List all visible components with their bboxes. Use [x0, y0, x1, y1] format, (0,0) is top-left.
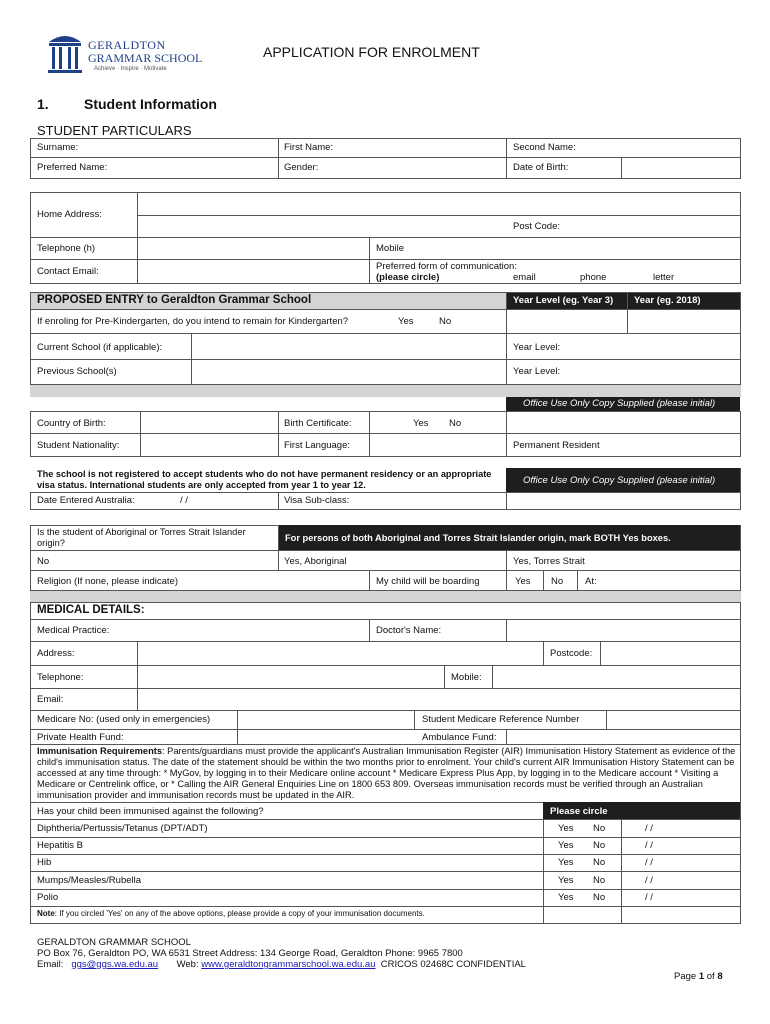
imm-row-date[interactable]: / / [645, 892, 653, 903]
birth-cert-yes-option[interactable]: Yes [413, 418, 429, 429]
birth-cert-no-option[interactable]: No [449, 418, 462, 429]
dob-label: Date of Birth: [513, 162, 569, 173]
imm-row-no[interactable]: No [593, 840, 606, 851]
kinder-no-option[interactable]: No [439, 316, 452, 327]
imm-row-no[interactable]: No [593, 857, 606, 868]
comm-email-option[interactable]: email [513, 272, 536, 283]
second-name-field[interactable] [585, 139, 739, 156]
imm-row-no[interactable]: No [593, 823, 606, 834]
telephone-h-label: Telephone (h) [37, 243, 96, 254]
atsi-question: Is the student of Aboriginal or Torres Strait Islander origin? [37, 527, 246, 548]
medical-mobile-field[interactable] [494, 666, 739, 687]
religion-label: Religion (If none, please indicate) [37, 576, 179, 587]
page-title: APPLICATION FOR ENROLMENT [263, 44, 480, 60]
imm-row-date[interactable]: / / [645, 857, 653, 868]
logo-line2: GRAMMAR SCHOOL [88, 51, 203, 65]
imm-row-date[interactable]: / / [645, 840, 653, 851]
imm-row-name: Hepatitis B [37, 840, 83, 851]
imm-row-name: Hib [37, 857, 52, 868]
section-title: Student Information [84, 96, 217, 112]
nationality-field[interactable] [142, 434, 277, 455]
birth-certificate-label: Birth Certificate: [284, 418, 352, 429]
medical-email-label: Email: [37, 694, 64, 705]
year-heading: Year (eg. 2018) [634, 295, 701, 306]
proposed-entry-heading: PROPOSED ENTRY to Geraldton Grammar School [37, 294, 312, 306]
religion-field[interactable] [215, 571, 368, 589]
medical-mobile-label: Mobile: [451, 672, 482, 683]
office-use-label-1: Office Use Only Copy Supplied (please initial) [523, 398, 716, 409]
please-circle-label: (please circle) [376, 272, 440, 283]
logo-line1: GERALDTON [88, 38, 166, 52]
medical-postcode-label: Postcode: [550, 648, 593, 659]
boarding-no-option[interactable]: No [551, 576, 564, 587]
imm-row-yes[interactable]: Yes [558, 857, 574, 868]
doctor-name-label: Doctor's Name: [376, 625, 442, 636]
previous-school-field[interactable] [193, 360, 505, 383]
office-use-label-2: Office Use Only Copy Supplied (please initial) [523, 475, 716, 486]
page-of: of [704, 971, 718, 982]
telephone-h-field[interactable] [139, 238, 368, 258]
kinder-question: If enroling for Pre-Kindergarten, do you intend to remain for Kindergarten? [37, 316, 349, 327]
contact-email-field[interactable] [139, 260, 368, 282]
school-logo [46, 30, 206, 78]
footer-web-link[interactable]: www.geraldtongrammarschool.wa.edu.au [201, 959, 376, 970]
first-language-field[interactable] [371, 434, 505, 455]
permanent-resident-label: Permanent Resident [513, 440, 600, 451]
imm-row-no[interactable]: No [593, 875, 606, 886]
medical-telephone-label: Telephone: [37, 672, 84, 683]
post-code-label: Post Code: [513, 221, 560, 232]
surname-field[interactable] [90, 139, 276, 156]
medical-band-gray [30, 591, 741, 602]
footer-cricos: CRICOS 02468C CONFIDENTIAL [380, 959, 526, 970]
visa-subclass-field[interactable] [360, 493, 505, 509]
year-level-field[interactable] [508, 310, 626, 332]
medical-practice-field[interactable] [120, 620, 368, 640]
current-school-label: Current School (if applicable): [37, 342, 163, 353]
pref-comm-label: Preferred form of communication: [376, 261, 517, 272]
ambulance-fund-field[interactable] [508, 730, 739, 743]
preferred-name-field[interactable] [118, 158, 276, 177]
section-number: 1. [37, 96, 49, 112]
footer-email-label: Email: [37, 959, 64, 970]
medical-address-label: Address: [37, 648, 75, 659]
date-entered-label: Date Entered Australia: [37, 495, 135, 506]
boarding-at-label: At: [585, 576, 597, 587]
kinder-yes-option[interactable]: Yes [398, 316, 414, 327]
second-name-label: Second Name: [513, 142, 576, 153]
previous-school-label: Previous School(s) [37, 366, 117, 377]
date-entered-field[interactable]: / / [180, 495, 188, 506]
ambulance-fund-label: Ambulance Fund: [422, 732, 497, 743]
footer-email-link[interactable]: ggs@ggs.wa.edu.au [71, 959, 159, 970]
imm-row-no[interactable]: No [593, 892, 606, 903]
boarding-at-field[interactable] [603, 571, 739, 589]
birth-cert-initial-field[interactable] [508, 412, 739, 432]
imm-row-name: Diphtheria/Pertussis/Tetanus (DPT/ADT) [37, 823, 208, 834]
dob-field[interactable] [623, 158, 739, 177]
medical-practice-label: Medical Practice: [37, 625, 110, 636]
doctor-name-field[interactable] [508, 620, 739, 640]
private-health-label: Private Health Fund: [37, 732, 124, 743]
particulars-heading: STUDENT PARTICULARS [37, 123, 192, 138]
immunisation-req-label: Immunisation Requirements [37, 746, 163, 756]
surname-label: Surname: [37, 142, 79, 153]
home-address-label: Home Address: [37, 209, 102, 220]
imm-row-yes[interactable]: Yes [558, 840, 574, 851]
residency-notice: The school is not registered to accept students who do not have permanent residency or an appropriate visa status. International students are only accepted from year 1 to year 12. [37, 469, 492, 490]
office-use-band-gray [30, 385, 741, 397]
visa-initial-field[interactable] [508, 493, 739, 509]
current-year-level-label: Year Level: [513, 342, 561, 353]
mobile-label: Mobile [376, 243, 404, 254]
medicare-no-label: Medicare No: (used only in emergencies) [37, 714, 211, 725]
imm-row-yes[interactable]: Yes [558, 823, 574, 834]
page-total: 8 [717, 971, 723, 982]
medical-heading: MEDICAL DETAILS: [37, 604, 145, 616]
gender-field[interactable] [325, 158, 504, 177]
medical-email-field[interactable] [139, 689, 739, 709]
medical-postcode-field[interactable] [602, 642, 739, 664]
immunisation-requirements [37, 746, 737, 801]
contact-email-label: Contact Email: [37, 266, 99, 277]
footer-address: PO Box 76, Geraldton PO, WA 6531 Street Address: 134 George Road, Geraldton Phone: 9965 7800 [37, 948, 463, 959]
current-year-level-field[interactable] [570, 334, 739, 358]
page-label: Page [674, 971, 699, 982]
previous-year-level-field[interactable] [570, 360, 739, 383]
page-current: 1 [698, 971, 705, 982]
atsi-no-option[interactable]: No [37, 556, 50, 567]
temple-crest-icon [46, 30, 84, 76]
imm-row-name: Polio [37, 892, 59, 903]
logo-tagline: Achieve · Inspire · Motivate [94, 66, 167, 72]
medical-address-field[interactable] [139, 642, 542, 664]
note-text: : If you circled 'Yes' on any of the above options, please provide a copy of your immunisation documents. [54, 909, 425, 918]
footer-contact [37, 959, 526, 970]
previous-year-level-label: Year Level: [513, 366, 561, 377]
immunisation-note [37, 909, 425, 918]
note-label: Note [37, 909, 55, 918]
first-name-label: First Name: [284, 142, 334, 153]
nationality-label: Student Nationality: [37, 440, 120, 451]
imm-row-date[interactable]: / / [645, 823, 653, 834]
student-medicare-ref-field[interactable] [608, 711, 739, 728]
country-of-birth-field[interactable] [142, 412, 277, 432]
preferred-name-label: Preferred Name: [37, 162, 108, 173]
imm-row-yes[interactable]: Yes [558, 892, 574, 903]
imm-row-name: Mumps/Measles/Rubella [37, 875, 142, 886]
footer-school: GERALDTON GRAMMAR SCHOOL [37, 937, 191, 948]
first-language-label: First Language: [284, 440, 351, 451]
current-school-field[interactable] [193, 334, 505, 358]
mobile-field[interactable] [410, 238, 739, 258]
medical-telephone-field[interactable] [139, 666, 443, 687]
country-of-birth-label: Country of Birth: [37, 418, 106, 429]
page-number [674, 971, 723, 982]
imm-row-date[interactable]: / / [645, 875, 653, 886]
comm-phone-option[interactable]: phone [580, 272, 607, 283]
student-medicare-ref-label: Student Medicare Reference Number [422, 714, 580, 725]
atsi-yes-aboriginal-option[interactable]: Yes, Aboriginal [284, 556, 347, 567]
immunisation-req-text: : Parents/guardians must provide the applicant's Australian Immunisation Register (AIR) Immunisation History Statement as evidence of the child's immunisation status. The date of the statement should be within the two months prior to enrolment. Your child's current AIR Immunisation History Statement can be accessed at any time through: * MyGov, by logging in to their Medicare online account * Medicare Express Plus App, by logging in to the Medicare account * Visiting a Medicare or Centrelink office, or * Calling the AIR General Enquiries Line on 1800 653 809. Overseas immunisation records must be verified through an Australian immunisation provider and immunisation records must be updated in the AIR. [37, 746, 736, 800]
comm-letter-option[interactable]: letter [653, 272, 675, 283]
visa-subclass-label: Visa Sub-class: [284, 495, 350, 506]
first-name-field[interactable] [340, 139, 504, 156]
medicare-no-field[interactable] [239, 711, 413, 728]
footer-web-label: Web: [176, 959, 199, 970]
year-field[interactable] [629, 310, 739, 332]
year-level-heading: Year Level (eg. Year 3) [513, 295, 614, 306]
boarding-yes-option[interactable]: Yes [515, 576, 531, 587]
atsi-instruction: For persons of both Aboriginal and Torres Strait Islander origin, mark BOTH Yes boxes. [285, 533, 671, 543]
gender-label: Gender: [284, 162, 319, 173]
atsi-yes-torres-option[interactable]: Yes, Torres Strait [513, 556, 585, 567]
boarding-label: My child will be boarding [376, 576, 480, 587]
please-circle-label-imm: Please circle [550, 806, 608, 817]
imm-row-yes[interactable]: Yes [558, 875, 574, 886]
home-address-field[interactable] [139, 193, 739, 236]
immunisation-question: Has your child been immunised against the following? [37, 806, 264, 817]
